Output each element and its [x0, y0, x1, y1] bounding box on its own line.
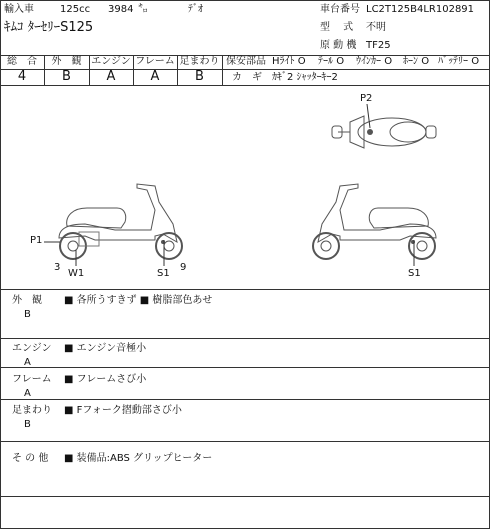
s1-left-leader	[160, 240, 168, 266]
mark-9: 9	[180, 262, 187, 273]
scooter-right-side-view	[305, 180, 440, 265]
remark-frame-label: フレーム	[12, 374, 52, 385]
remarks-rule-4	[0, 441, 490, 442]
grade-divider-5	[222, 55, 223, 85]
nickname: ﾃﾞｵ	[188, 4, 203, 15]
remark-engine-label: エンジン	[12, 343, 52, 354]
key-value: ｶｷﾞ2 ｼｬｯﾀｰｷｰ2	[272, 72, 338, 83]
scooter-top-view	[330, 112, 440, 152]
remark-other-label: そ の 他	[12, 453, 49, 464]
type-label: 型 式	[320, 22, 354, 33]
suspension-grade: B	[195, 69, 204, 84]
mark-p1: P1	[30, 235, 43, 246]
mark-p2: P2	[360, 93, 373, 104]
exterior-grade: B	[62, 69, 71, 84]
key-label: カ ギ	[232, 72, 262, 83]
remark-suspension-grade: B	[24, 419, 31, 430]
mileage: 3984	[108, 4, 134, 15]
remarks-rule-3	[0, 399, 490, 400]
frame-no-label: 車台番号	[320, 4, 360, 15]
exterior-label: 外 観	[51, 56, 82, 67]
p2-leader	[366, 104, 376, 130]
grade-bottom-rule	[0, 85, 490, 86]
import-type: 輸入車	[4, 4, 34, 15]
mileage-unit: ㌔	[138, 4, 148, 15]
engine-label: エンジン	[91, 56, 131, 67]
remarks-rule-1	[0, 338, 490, 339]
model-name: ｷﾑｺ ﾀｰｾﾘｰS125	[4, 20, 94, 35]
security-item-winker: ｳｲﾝｶｰ O	[356, 56, 393, 67]
frame-grade: A	[150, 69, 160, 84]
remark-suspension-label: 足まわり	[12, 405, 52, 416]
security-item-battery: ﾊﾞｯﾃﾘｰ O	[438, 56, 480, 67]
remark-suspension-text: ■ Fフォーク摺動部さび小	[64, 405, 182, 416]
mark-s1-right: S1	[408, 268, 421, 279]
security-item-horn: ﾎｰﾝ O	[403, 56, 430, 67]
security-label: 保安部品	[226, 56, 266, 67]
suspension-label: 足まわり	[179, 56, 220, 67]
remarks-rule-2	[0, 367, 490, 368]
w1-leader	[72, 250, 80, 268]
p1-leader	[44, 238, 64, 246]
security-mid-rule	[222, 69, 490, 70]
s1-right-leader	[410, 240, 418, 266]
frame-no: LC2T125B4LR102891	[366, 4, 475, 15]
remark-exterior-grade: B	[24, 309, 31, 320]
frame-label: フレーム	[135, 56, 175, 67]
security-item-headlight: Hﾗｲﾄ O	[272, 56, 306, 67]
displacement: 125cc	[60, 4, 91, 15]
security-item-tail: ﾃｰﾙ O	[318, 56, 345, 67]
remark-frame-text: ■ フレームさび小	[64, 374, 147, 385]
remark-other-text: ■ 装備品:ABS グリップヒーター	[64, 453, 213, 464]
engine-model-label: 原 動 機	[320, 40, 357, 51]
remark-engine-text: ■ エンジン音極小	[64, 343, 147, 354]
remark-exterior-text: ■ 各所うすきず ■ 樹脂部色あせ	[64, 295, 213, 306]
remark-exterior-label: 外 観	[12, 295, 42, 306]
mark-3: 3	[54, 262, 61, 273]
engine-model-value: TF25	[366, 40, 391, 51]
type-value: 不明	[366, 22, 386, 33]
overall-label: 総 合	[7, 56, 37, 67]
engine-grade: A	[106, 69, 116, 84]
remarks-rule-5	[0, 496, 490, 497]
mark-s1-left: S1	[157, 268, 170, 279]
diagram-bottom-rule	[0, 289, 490, 290]
overall-grade: 4	[17, 69, 27, 84]
remark-frame-grade: A	[24, 388, 31, 399]
mark-w1: W1	[68, 268, 85, 279]
remark-engine-grade: A	[24, 357, 31, 368]
